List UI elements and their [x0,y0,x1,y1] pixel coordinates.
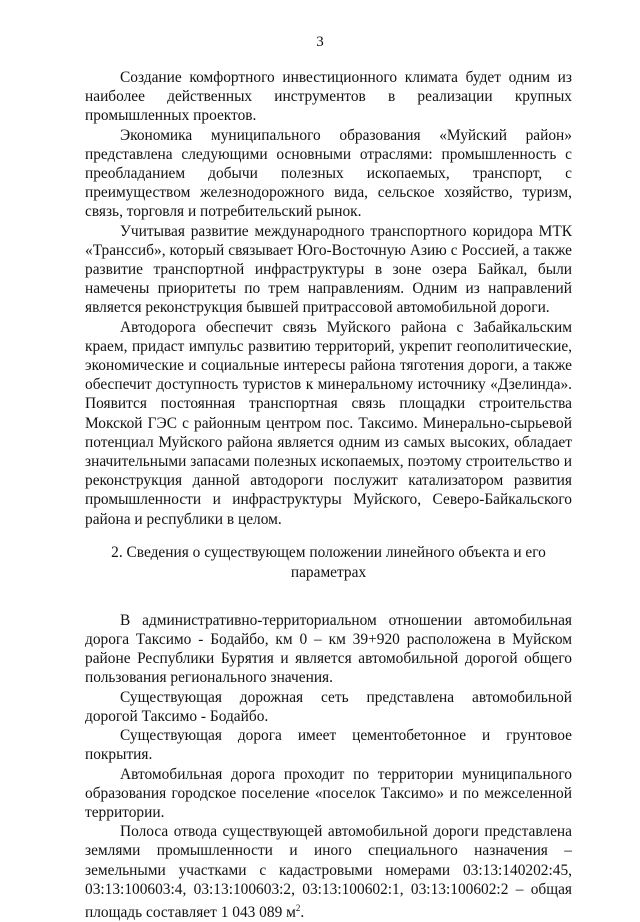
document-body [85,68,572,922]
right-of-way-ending: . [300,904,305,922]
section-heading-line2: параметрах [290,563,367,581]
right-of-way-text: Полоса отвода существующей автомобильной дороги представлена землями промышленности и иного специального назначения – земельными участками с кадастровыми номерами 03:13:140202:45, 03:13:100603:4, 03:13:100603:2, 03:13:100602:1, 03:13:100602:2 – общая площадь составляет 1 043 089 м [85,823,572,922]
paragraph-transport-corridor: Учитывая развитие международного транспортного коридора МТК «Транссиб», который связывает Юго-Восточную Азию с Россией, а также развитие транспортной инфраструктуры в зоне озера Байкал, были намечены приоритеты по трем направлениям. Одним из направлений является реконструкция бывшей притрассовой автомобильной дороги. [85,222,572,317]
section-heading-line1: 2. Сведения о существующем положении линейного объекта и его [111,543,546,561]
paragraph-investment-climate: Создание комфортного инвестиционного климата будет одним из наиболее действенных инструментов в реализации крупных промышленных проектов. [85,69,572,125]
page-number: 3 [316,34,324,50]
paragraph-territory: Автомобильная дорога проходит по территории муниципального образования городское поселение «поселок Таксимо» и по межселенной территории. [85,765,572,821]
paragraph-right-of-way [85,822,572,922]
paragraph-surface: Существующая дорога имеет цементобетонное и грунтовое покрытия. [85,727,572,764]
paragraph-road-benefits: Автодорога обеспечит связь Муйского района с Забайкальским краем, придаст импульс развитию территорий, укрепит геополитические, экономические и социальные интересы района тяготения дороги, а также обеспечит доступность туристов к минеральному источнику «Дзелинда». Появится постоянная транспортная связь площадки строительства Мокской ГЭС с районным центром пос. Таксимо. Минерально-сырьевой потенциал Муйского района является одним из самых высоких, обладает значительными запасами полезных ископаемых, поэтому строительство и реконструкция данной автодороги послужит катализатором развития промышленности и инфраструктуры Муйского, Северо-Байкальского района и республики в целом. [85,318,572,528]
paragraph-economy: Экономика муниципального образования «Муйский район» представлена следующими основными отраслями: промышленность с преобладанием добычи полезных ископаемых, транспорт, с преимуществом железнодорожного вида, сельское хозяйство, туризм, связь, торговля и потребительский рынок. [85,126,572,221]
paragraph-location: В административно-территориальном отношении автомобильная дорога Таксимо - Бодайбо, км 0 – км 39+920 расположена в Муйском районе Республики Бурятия и является автомобильной дорогой общего пользования регионального значения. [85,611,572,687]
paragraph-road-network: Существующая дорожная сеть представлена автомобильной дорогой Таксимо - Бодайбо. [85,688,572,725]
section-heading [85,543,572,583]
area-unit-superscript: 2 [295,902,301,913]
